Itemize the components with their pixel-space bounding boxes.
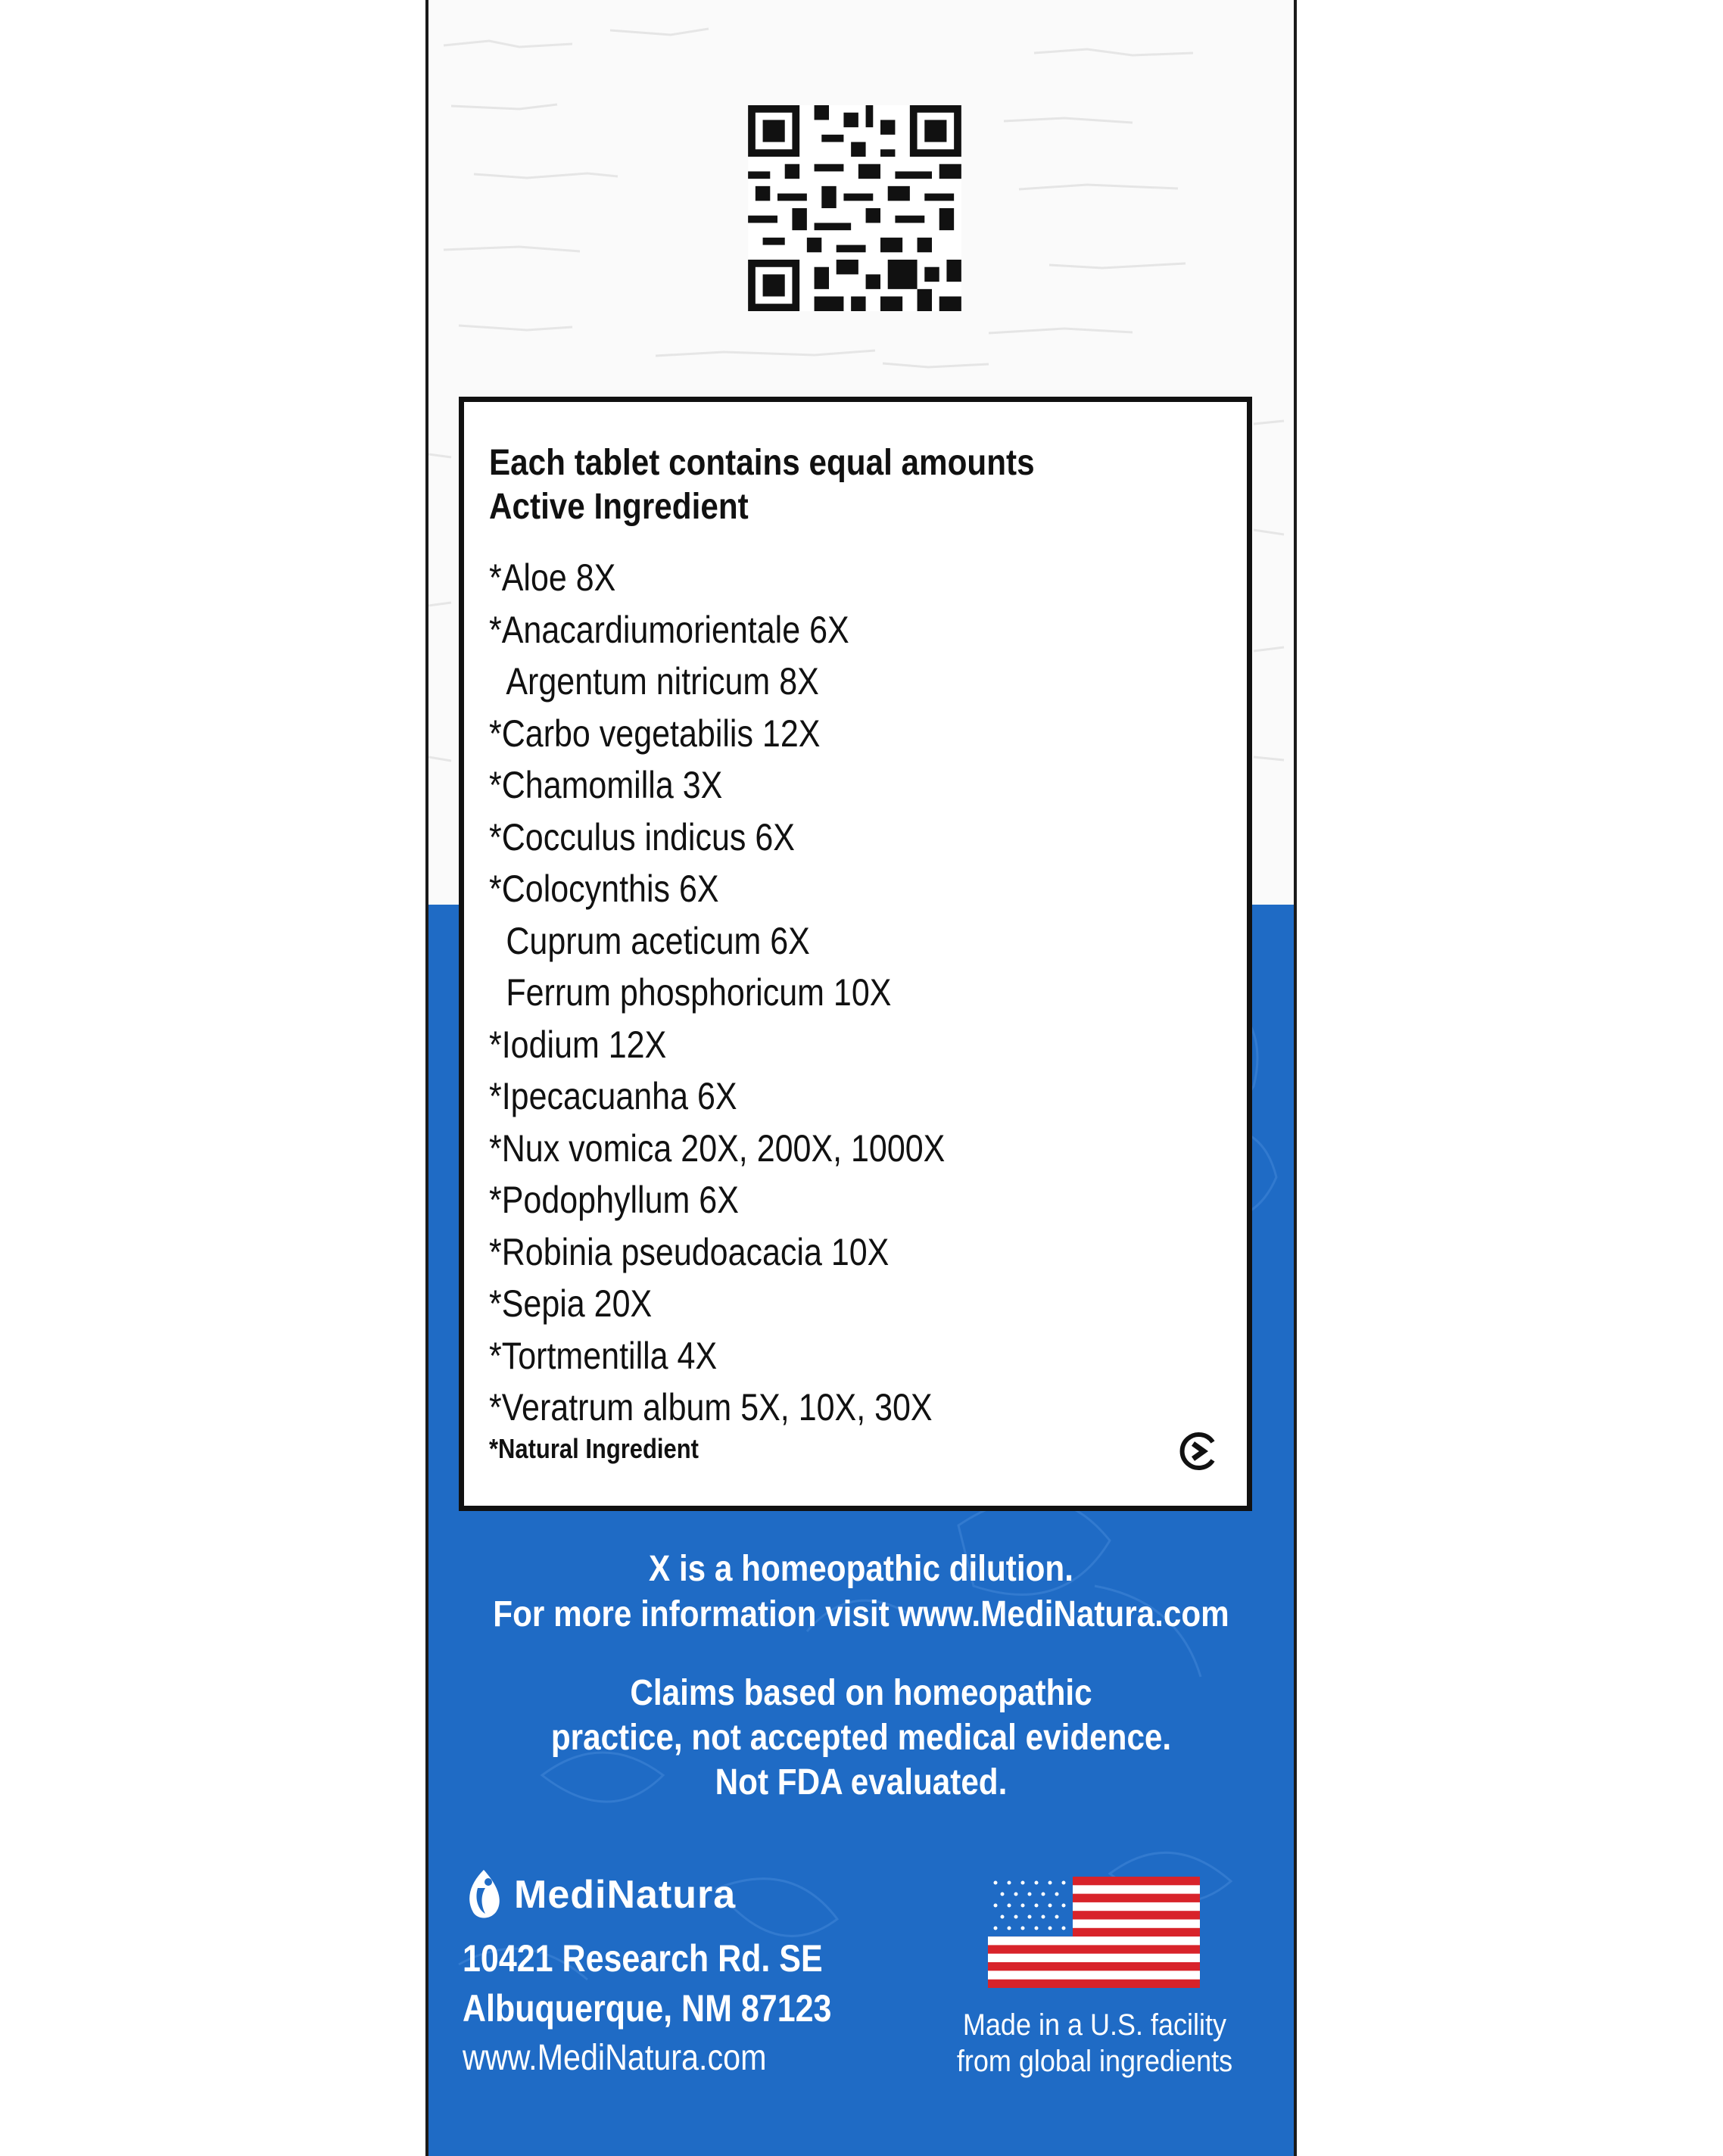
origin-note [928,2007,1261,2080]
us-flag-icon [988,1877,1200,1988]
claims-line: Not FDA evaluated. [715,1762,1008,1802]
active-ingredient-heading: Active Ingredient [489,487,749,527]
company-website[interactable]: www.MediNatura.com [463,2038,767,2078]
ingredients-box [459,397,1252,1511]
dilution-line: X is a homeopathic dilution. [649,1549,1073,1589]
qr-code-icon[interactable] [748,105,961,311]
origin-line: Made in a U.S. facility [962,2008,1227,2042]
more-info-line: For more information visit www.MediNatura.com [493,1594,1229,1634]
dilution-note [428,1547,1294,1637]
brand-name: MediNatura [514,1873,737,1917]
address-city: Albuquerque, NM 87123 [463,1987,832,2030]
natural-ingredient-footnote: *Natural Ingredient [489,1433,699,1464]
ingredient-item: *Nux vomica 20X, 200X, 1000X [489,1126,946,1170]
arrow-right-icon [1178,1429,1223,1474]
ingredient-item: *Chamomilla 3X [489,764,723,806]
ingredient-item: Argentum nitricum 8X [506,660,819,703]
ingredient-item: Cuprum aceticum 6X [506,919,810,962]
ingredient-item: *Sepia 20X [489,1282,653,1325]
claims-disclaimer [428,1671,1294,1805]
ingredient-item: *Podophyllum 6X [489,1179,739,1221]
medinatura-leaf-icon [463,1868,505,1921]
ingredient-item: *Anacardiumorientale 6X [489,608,849,651]
label-panel [425,0,1297,2156]
ingredient-item: *Aloe 8X [489,556,616,599]
claims-line: Claims based on homeopathic [630,1673,1092,1713]
ingredient-item: *Robinia pseudoacacia 10X [489,1230,890,1273]
ingredient-item: *Cocculus indicus 6X [489,815,795,858]
ingredient-item: *Colocynthis 6X [489,868,719,910]
box-heading: Each tablet contains equal amounts [489,443,1035,483]
origin-line: from global ingredients [956,2045,1233,2078]
medinatura-logo [463,1868,736,1921]
ingredient-item: *Carbo vegetabilis 12X [489,712,821,755]
claims-line: practice, not accepted medical evidence. [550,1718,1172,1758]
ingredient-item: *Tortmentilla 4X [489,1334,718,1377]
ingredient-item: *Ipecacuanha 6X [489,1075,737,1117]
ingredient-list [489,552,1247,1434]
ingredient-item: *Veratrum album 5X, 10X, 30X [489,1386,933,1429]
address-street: 10421 Research Rd. SE [463,1937,823,1980]
ingredient-item: Ferrum phosphoricum 10X [506,971,892,1014]
ingredient-item: *Iodium 12X [489,1023,667,1066]
